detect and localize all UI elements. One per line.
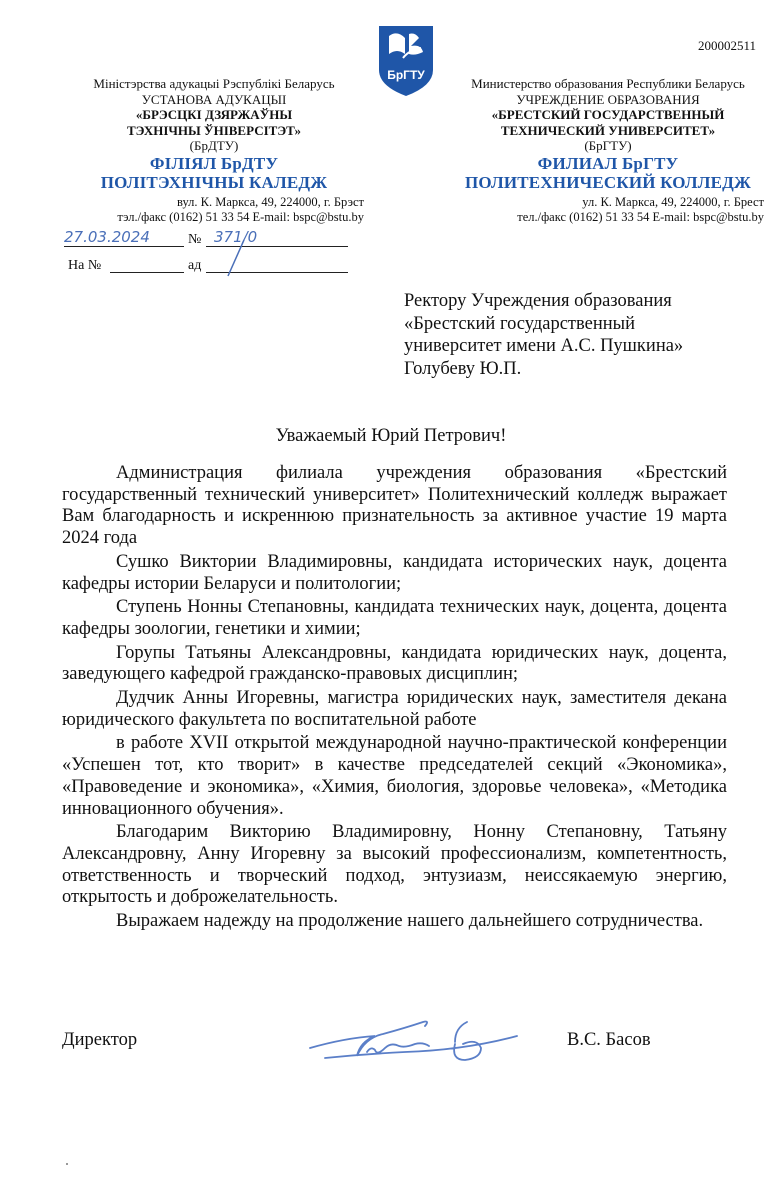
contact-info: тэл./факс (0162) 51 33 54 E-mail: bspc@bstu.by	[117, 209, 364, 224]
branch-name-line2: ПОЛИТЕХНИЧЕСКИЙ КОЛЛЕДЖ	[464, 172, 752, 192]
body-paragraph: Администрация филиала учреждения образования «Брестский государственный технический университет» Политехнический колледж выражает Вам благодарность и искреннюю признательность за активное участие 19 марта 2024 года	[62, 463, 727, 549]
postal-address: ул. К. Маркса, 49, 224000, г. Брест	[582, 194, 764, 209]
ministry-name: Министерство образования Республики Беларусь	[471, 76, 745, 91]
number-label: №	[188, 232, 202, 247]
reference-label: На №	[68, 258, 102, 273]
greeting: Уважаемый Юрий Петрович!	[275, 426, 507, 446]
branch-name-line1: ФІЛІЯЛ БрДТУ	[149, 153, 279, 173]
date-line	[64, 246, 184, 247]
university-name-line2: ТЭХНІЧНЫ ЎНІВЕРСІТЭТ»	[127, 122, 301, 138]
university-name-line2: ТЕХНИЧЕСКИЙ УНИВЕРСИТЕТ»	[500, 122, 716, 138]
addressee-block	[404, 290, 744, 380]
registration-block	[64, 228, 354, 278]
university-name-line1: «БРЭСЦКІ ДЗЯРЖАЎНЫ	[135, 107, 293, 122]
body-paragraph: Ступень Нонны Степановны, кандидата технических наук, доцента, доцента кафедры зоологии, генетики и химии;	[62, 597, 727, 639]
body-paragraph: Сушко Виктории Владимировны, кандидата исторических наук, доцента кафедры истории Беларуси и политологии;	[62, 551, 727, 594]
letter-body	[62, 463, 727, 933]
addressee-line: Ректору Учреждения образования	[404, 291, 672, 311]
letterhead-russian	[452, 76, 764, 225]
reference-number-line	[110, 272, 184, 273]
letterhead-belarusian	[64, 76, 364, 225]
addressee-line: «Брестский государственный	[404, 313, 635, 334]
reference-from-label: ад	[188, 258, 202, 273]
body-paragraph: Горупы Татьяны Александровны, кандидата юридических наук, доцента, заведующего кафедрой гражданско-правовых дисциплин;	[62, 642, 727, 685]
university-name-line1: «БРЕСТСКИЙ ГОСУДАРСТВЕННЫЙ	[491, 107, 725, 122]
contact-info: тел./факс (0162) 51 33 54 E-mail: bspc@bstu.by	[517, 209, 764, 224]
addressee-line: Голубеву Ю.П.	[404, 358, 522, 379]
branch-name-line1: ФИЛИАЛ БрГТУ	[537, 153, 679, 173]
scan-speck	[66, 1163, 68, 1165]
signature-row	[62, 1030, 727, 1051]
body-paragraph: Выражаем надежду на продолжение нашего дальнейшего сотрудничества.	[116, 911, 704, 932]
document-code: 200002511	[697, 38, 756, 53]
university-abbr: (БрДТУ)	[189, 138, 239, 153]
branch-name-line2: ПОЛІТЭХНІЧНЫ КАЛЕДЖ	[100, 172, 328, 192]
registration-date: 27.03.2024	[64, 228, 150, 246]
ministry-name: Міністэрства адукацыі Рэспублікі Беларусь	[93, 76, 335, 91]
logo-text: БрГТУ	[387, 68, 425, 82]
postal-address: вул. К. Маркса, 49, 224000, г. Брэст	[176, 194, 364, 209]
university-abbr: (БрГТУ)	[584, 138, 632, 153]
institution-type: УЧРЕЖДЕНИЕ ОБРАЗОВАНИЯ	[516, 91, 700, 107]
institution-type: УСТАНОВА АДУКАЦЫІ	[141, 91, 287, 107]
body-paragraph: Благодарим Викторию Владимировну, Нонну Степановну, Татьяну Александровну, Анну Игоревну за высокий профессионализм, компетентность, ответственность и творческий подход, энтузиазм, неиссякаемую энергию, открытость и доброжелательность.	[62, 822, 727, 908]
addressee-line: университет имени А.С. Пушкина»	[404, 336, 684, 356]
signer-name: В.С. Басов	[567, 1030, 651, 1050]
university-logo	[375, 24, 437, 98]
body-paragraph: Дудчик Анны Игоревны, магистра юридических наук, заместителя декана юридического факультета по воспитательной работе	[62, 688, 727, 730]
signer-position: Директор	[62, 1030, 138, 1050]
handwritten-slash	[214, 238, 254, 278]
body-paragraph: в работе XVII открытой международной научно-практической конференции «Успешен тот, кто творит» в качестве председателей секций «Экономика», «Правоведение и экономика», «Химия, биология, здоровье человека», «Методика инновационного обучения».	[62, 733, 727, 819]
registration-number: 371/0	[214, 228, 258, 246]
